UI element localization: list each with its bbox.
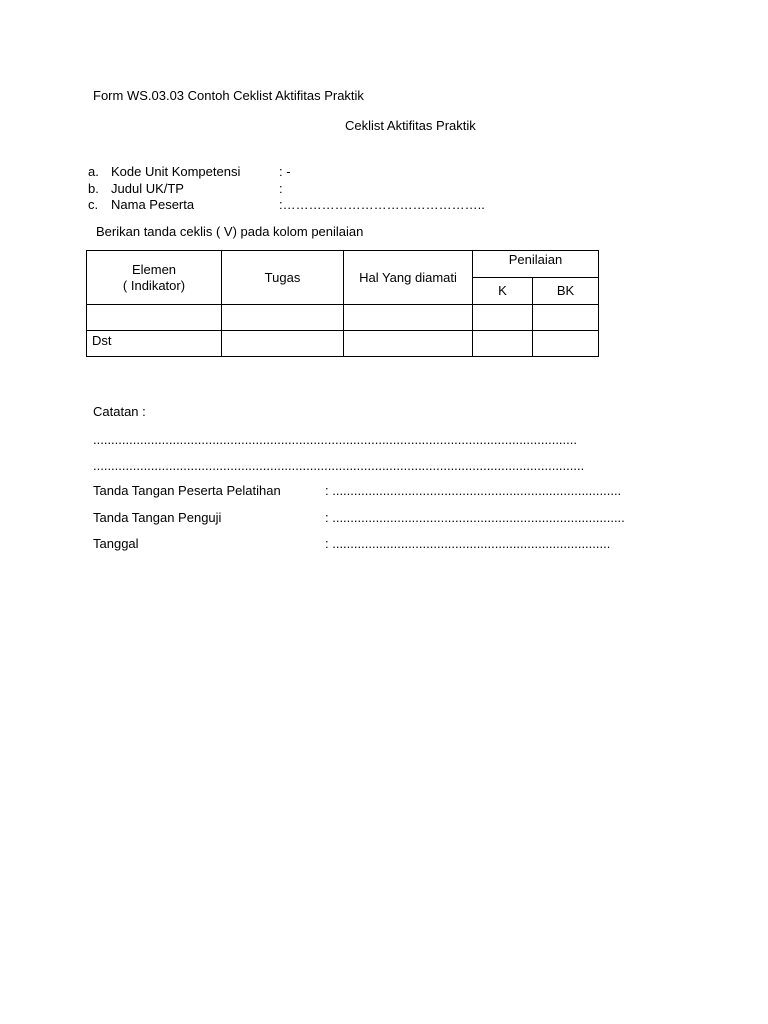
- table-cell[interactable]: [533, 305, 599, 331]
- info-value: :: [279, 181, 283, 196]
- table-row: [87, 331, 599, 357]
- notes-line-1: ......................................................................................................................................: [93, 432, 577, 447]
- header-bk: BK: [533, 278, 599, 305]
- info-value: : -: [279, 164, 291, 179]
- header-tugas: Tugas: [222, 251, 344, 305]
- notes-label: Catatan :: [93, 404, 146, 419]
- page-title: Ceklist Aktifitas Praktik: [345, 118, 476, 133]
- signature-line: : .................................................................................: [325, 510, 625, 525]
- info-letter: a.: [88, 164, 99, 179]
- table-cell[interactable]: [344, 305, 473, 331]
- signature-line: : ................................................................................: [325, 483, 622, 498]
- table-cell[interactable]: [222, 305, 344, 331]
- info-label: Judul UK/TP: [111, 181, 184, 196]
- table-row: [87, 305, 599, 331]
- notes-line-2: ........................................................................................................................................: [93, 458, 585, 473]
- header-penilaian: Penilaian: [473, 251, 599, 278]
- header-elemen-line1: Elemen: [131, 261, 177, 277]
- table-cell[interactable]: [473, 331, 533, 357]
- table-cell[interactable]: [533, 331, 599, 357]
- header-k: K: [473, 278, 533, 305]
- info-label: Kode Unit Kompetensi: [111, 164, 241, 179]
- header-elemen: [87, 251, 222, 305]
- header-elemen-line2: ( Indikator): [122, 277, 186, 293]
- info-value: :………………………………………..: [279, 197, 485, 212]
- table-cell[interactable]: [222, 331, 344, 357]
- table-cell[interactable]: [473, 305, 533, 331]
- signature-label: Tanda Tangan Peserta Pelatihan: [93, 483, 281, 498]
- checklist-table: [86, 250, 599, 357]
- signature-line: : .............................................................................: [325, 536, 611, 551]
- form-code: Form WS.03.03 Contoh Ceklist Aktifitas Praktik: [93, 88, 364, 103]
- signature-label: Tanggal: [93, 536, 139, 551]
- signature-label: Tanda Tangan Penguji: [93, 510, 222, 525]
- info-letter: b.: [88, 181, 99, 196]
- table-cell-dst: Dst: [87, 331, 222, 357]
- info-letter: c.: [88, 197, 99, 212]
- table-cell[interactable]: [344, 331, 473, 357]
- header-hal-yang-diamati: Hal Yang diamati: [344, 251, 473, 305]
- instruction-text: Berikan tanda ceklis ( V) pada kolom penilaian: [96, 224, 364, 239]
- info-label: Nama Peserta: [111, 197, 195, 212]
- table-cell[interactable]: [87, 305, 222, 331]
